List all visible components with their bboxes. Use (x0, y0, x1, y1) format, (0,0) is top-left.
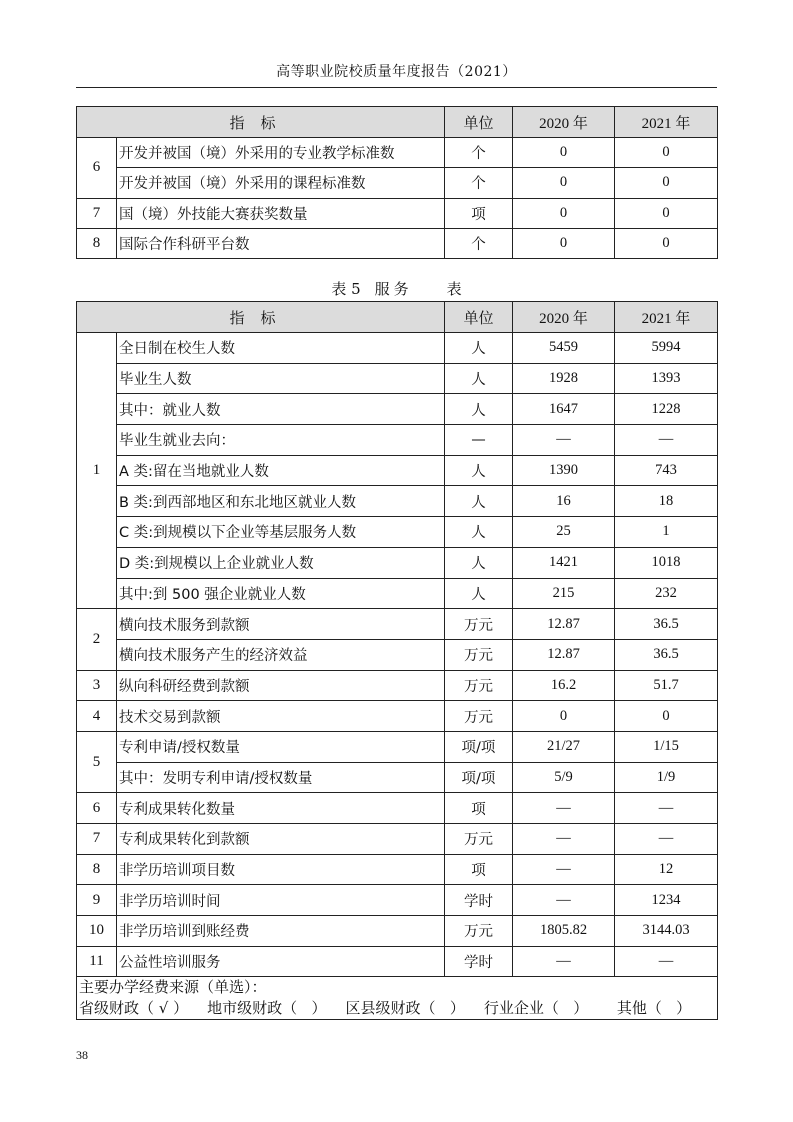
indicator-name: 国（境）外技能大赛获奖数量 (117, 198, 445, 228)
value-2021: 51.7 (615, 670, 718, 701)
unit-cell: 个 (445, 228, 513, 258)
unit-cell: 个 (445, 168, 513, 198)
caption-title: 服务 (374, 280, 413, 298)
value-2020: — (513, 824, 615, 855)
indicator-name: 公益性培训服务 (117, 946, 445, 977)
header-2021: 2021 年 (615, 107, 718, 138)
value-2021: 1393 (615, 363, 718, 394)
header-row (77, 107, 718, 138)
value-2021: 18 (615, 486, 718, 517)
unit-cell: 学时 (445, 946, 513, 977)
unit-cell: 万元 (445, 916, 513, 947)
table-row (77, 824, 718, 855)
value-2021: 1234 (615, 885, 718, 916)
value-2020: 16 (513, 486, 615, 517)
row-number: 6 (77, 138, 117, 199)
table-row (77, 639, 718, 670)
funding-options: 省级财政（ √ ） 地市级财政（ ） 区县级财政（ ） 行业企业（ ） 其他（ ） (79, 999, 692, 1018)
indicator-name: 非学历培训项目数 (117, 854, 445, 885)
value-2021: 5994 (615, 333, 718, 364)
value-2021: 1018 (615, 547, 718, 578)
unit-cell: 人 (445, 517, 513, 548)
value-2020: 16.2 (513, 670, 615, 701)
value-2021: 12 (615, 854, 718, 885)
indicator-name: 专利申请/授权数量 (117, 731, 445, 762)
unit-cell: 个 (445, 138, 513, 168)
value-2021: 743 (615, 455, 718, 486)
value-2020: 0 (513, 138, 615, 168)
value-2020: — (513, 793, 615, 824)
service-table (76, 301, 718, 1020)
indicator-name: A 类:留在当地就业人数 (117, 455, 445, 486)
indicator-name: 纵向科研经费到款额 (117, 670, 445, 701)
row-number: 4 (77, 701, 117, 732)
page-number: 38 (76, 1048, 88, 1062)
row-number: 1 (77, 333, 117, 609)
indicator-name: D 类:到规模以上企业就业人数 (117, 547, 445, 578)
indicator-name: 全日制在校生人数 (117, 333, 445, 364)
unit-cell: 项 (445, 854, 513, 885)
indicator-name: B 类:到西部地区和东北地区就业人数 (117, 486, 445, 517)
table-row (77, 916, 718, 947)
value-2020: 12.87 (513, 609, 615, 640)
unit-cell: 人 (445, 394, 513, 425)
table-row (77, 547, 718, 578)
table-row (77, 762, 718, 793)
value-2021: 0 (615, 701, 718, 732)
funding-label: 主要办学经费来源（单选）： (79, 978, 267, 997)
value-2021: — (615, 793, 718, 824)
value-2021: 0 (615, 168, 718, 198)
unit-cell: 人 (445, 578, 513, 609)
value-2020: 5/9 (513, 762, 615, 793)
table-row (77, 455, 718, 486)
unit-cell: — (445, 425, 513, 456)
row-number: 8 (77, 854, 117, 885)
table-row (77, 701, 718, 732)
header-indicator: 指标 (77, 107, 445, 138)
table-row (77, 486, 718, 517)
indicator-name: 开发并被国（境）外采用的课程标准数 (117, 168, 445, 198)
value-2021: 0 (615, 228, 718, 258)
table-row (77, 946, 718, 977)
unit-cell: 项/项 (445, 762, 513, 793)
indicator-name: 非学历培训时间 (117, 885, 445, 916)
indicator-name: 其中：发明专利申请/授权数量 (117, 762, 445, 793)
table-row (77, 854, 718, 885)
value-2020: 0 (513, 228, 615, 258)
row-number: 6 (77, 793, 117, 824)
value-2021: 232 (615, 578, 718, 609)
unit-cell: 人 (445, 333, 513, 364)
value-2020: — (513, 946, 615, 977)
funding-row (77, 977, 718, 1020)
indicator-name: 横向技术服务到款额 (117, 609, 445, 640)
row-number: 7 (77, 824, 117, 855)
caption-prefix: 表 5 (331, 280, 361, 298)
indicator-name: C 类:到规模以下企业等基层服务人数 (117, 517, 445, 548)
unit-cell: 项/项 (445, 731, 513, 762)
indicator-name: 技术交易到款额 (117, 701, 445, 732)
unit-cell: 万元 (445, 609, 513, 640)
unit-cell: 万元 (445, 670, 513, 701)
value-2021: 36.5 (615, 639, 718, 670)
value-2020: — (513, 425, 615, 456)
value-2020: — (513, 854, 615, 885)
value-2021: 1/15 (615, 731, 718, 762)
unit-cell: 万元 (445, 701, 513, 732)
value-2020: — (513, 885, 615, 916)
unit-cell: 人 (445, 547, 513, 578)
value-2020: 0 (513, 168, 615, 198)
table-row (77, 198, 718, 228)
value-2020: 12.87 (513, 639, 615, 670)
value-2020: 1647 (513, 394, 615, 425)
value-2021: 0 (615, 198, 718, 228)
indicator-name: 毕业生人数 (117, 363, 445, 394)
value-2020: 1390 (513, 455, 615, 486)
value-2021: — (615, 425, 718, 456)
table-row (77, 517, 718, 548)
table-row (77, 425, 718, 456)
row-number: 10 (77, 916, 117, 947)
unit-cell: 人 (445, 363, 513, 394)
indicator-name: 专利成果转化数量 (117, 793, 445, 824)
value-2020: 1805.82 (513, 916, 615, 947)
indicator-name: 其中:到 500 强企业就业人数 (117, 578, 445, 609)
table-row (77, 333, 718, 364)
value-2020: 21/27 (513, 731, 615, 762)
unit-cell: 万元 (445, 824, 513, 855)
table-row (77, 670, 718, 701)
value-2021: 3144.03 (615, 916, 718, 947)
unit-cell: 项 (445, 793, 513, 824)
table-row (77, 394, 718, 425)
value-2021: 1228 (615, 394, 718, 425)
value-2020: 5459 (513, 333, 615, 364)
indicator-name: 毕业生就业去向： (117, 425, 445, 456)
value-2020: 1928 (513, 363, 615, 394)
caption-suffix: 表 (446, 280, 462, 298)
row-number: 11 (77, 946, 117, 977)
table-row (77, 609, 718, 640)
value-2021: — (615, 946, 718, 977)
value-2020: 0 (513, 198, 615, 228)
header-rule (76, 87, 717, 88)
international-indicators-table (76, 106, 718, 259)
row-number: 3 (77, 670, 117, 701)
table-row (77, 168, 718, 198)
indicator-name: 横向技术服务产生的经济效益 (117, 639, 445, 670)
table-row (77, 793, 718, 824)
value-2020: 215 (513, 578, 615, 609)
table-caption (0, 278, 793, 299)
value-2020: 0 (513, 701, 615, 732)
unit-cell: 万元 (445, 639, 513, 670)
value-2020: 1421 (513, 547, 615, 578)
header-2020: 2020 年 (513, 302, 615, 333)
row-number: 2 (77, 609, 117, 670)
value-2021: 0 (615, 138, 718, 168)
value-2021: 36.5 (615, 609, 718, 640)
row-number: 7 (77, 198, 117, 228)
table-row (77, 731, 718, 762)
header-unit: 单位 (445, 107, 513, 138)
unit-cell: 项 (445, 198, 513, 228)
table-row (77, 363, 718, 394)
value-2020: 25 (513, 517, 615, 548)
unit-cell: 学时 (445, 885, 513, 916)
header-row (77, 302, 718, 333)
page-header-title: 高等职业院校质量年度报告（2021） (276, 64, 517, 80)
table-row (77, 578, 718, 609)
indicator-name: 其中：就业人数 (117, 394, 445, 425)
value-2021: 1/9 (615, 762, 718, 793)
table-row (77, 885, 718, 916)
indicator-name: 国际合作科研平台数 (117, 228, 445, 258)
row-number: 9 (77, 885, 117, 916)
unit-cell: 人 (445, 455, 513, 486)
indicator-name: 非学历培训到账经费 (117, 916, 445, 947)
value-2021: — (615, 824, 718, 855)
header-2021: 2021 年 (615, 302, 718, 333)
funding-source-cell (77, 977, 718, 1020)
value-2021: 1 (615, 517, 718, 548)
header-2020: 2020 年 (513, 107, 615, 138)
row-number: 5 (77, 731, 117, 792)
indicator-name: 专利成果转化到款额 (117, 824, 445, 855)
header-indicator: 指标 (77, 302, 445, 333)
table-row (77, 138, 718, 168)
table-row (77, 228, 718, 258)
header-unit: 单位 (445, 302, 513, 333)
indicator-name: 开发并被国（境）外采用的专业教学标准数 (117, 138, 445, 168)
row-number: 8 (77, 228, 117, 258)
unit-cell: 人 (445, 486, 513, 517)
